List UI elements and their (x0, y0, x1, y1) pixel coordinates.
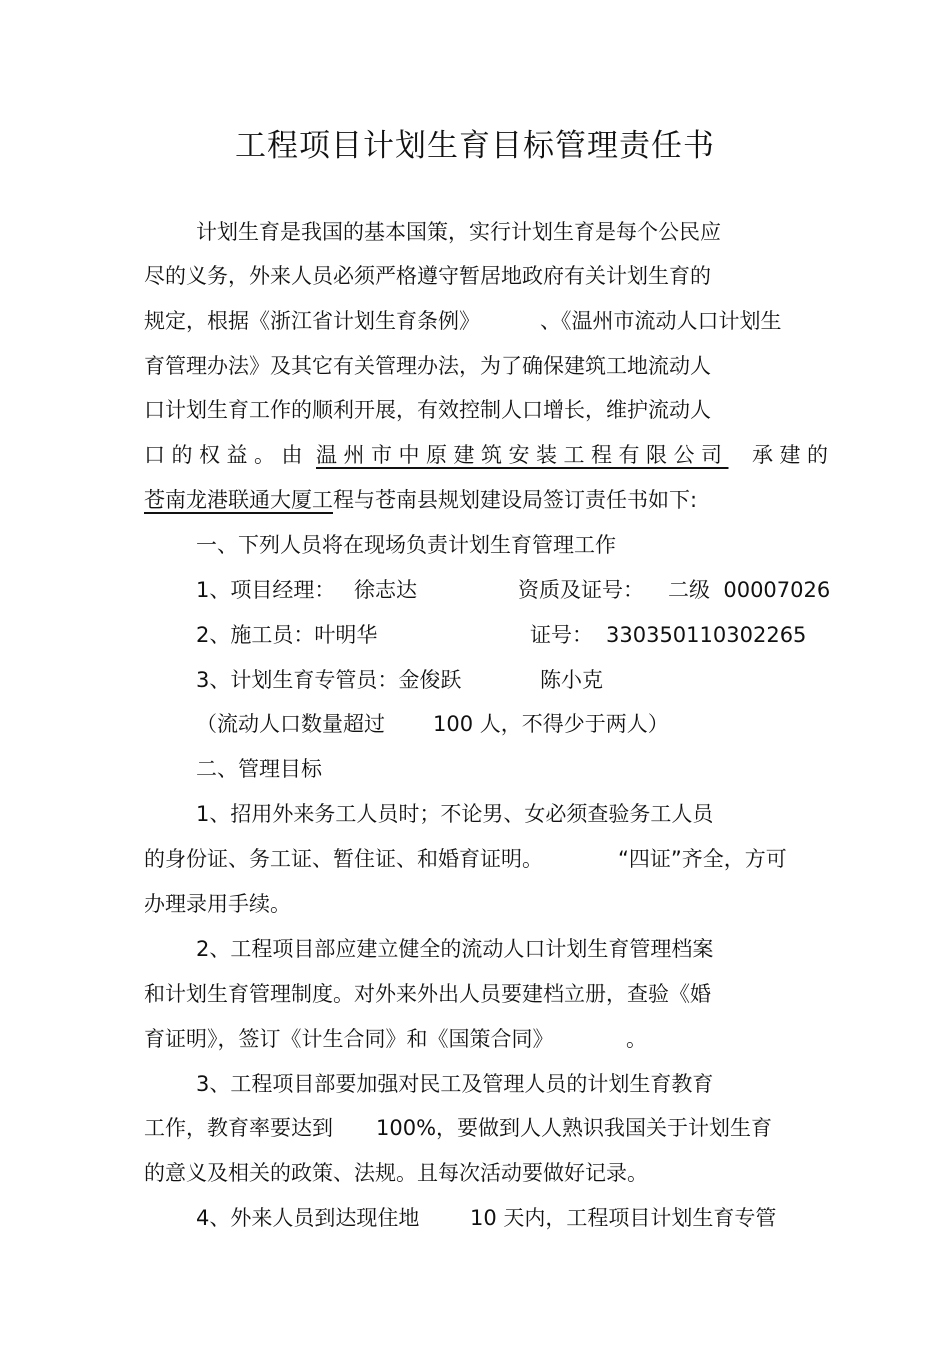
paragraph-line: 10 天内，工程项目计划生育专管 (470, 1206, 777, 1230)
section-heading: 二、管理目标 (196, 757, 322, 781)
paragraph-line: 和计划生育管理制度。对外来外出人员要建档立册，查验《婚 (144, 982, 711, 1006)
paragraph-line: 3、工程项目部要加强对民工及管理人员的计划生育教育 (196, 1072, 714, 1096)
paragraph-line: 育证明》，签订《计生合同》和《国策合同》 (144, 1027, 554, 1051)
paragraph-line: “四证”齐全，方可 (618, 847, 787, 871)
paragraph-line: 办理录用手续。 (144, 892, 291, 916)
paragraph-line: 4、外来人员到达现住地 (196, 1206, 420, 1230)
item-label: 1、项目经理： (196, 578, 336, 602)
paragraph-line: 承建的 (752, 443, 835, 467)
company-name: 温州市中原建筑安装工程有限公司 (316, 443, 729, 467)
paragraph-line: 育管理办法》及其它有关管理办法，为了确保建筑工地流动人 (144, 354, 711, 378)
paragraph-line: 程与苍南县规划建设局签订责任书如下: (333, 488, 698, 512)
section-heading: 一、下列人员将在现场负责计划生育管理工作 (196, 533, 616, 557)
item-label: 3、计划生育专管员：金俊跃 (196, 668, 462, 692)
paragraph-line: 的意义及相关的政策、法规。且每次活动要做好记录。 (144, 1161, 648, 1185)
paragraph-line: 、《温州市流动人口计划生 (540, 309, 782, 333)
officer-name: 陈小克 (540, 668, 603, 692)
paragraph-line: 口计划生育工作的顺利开展，有效控制人口增长，维护流动人 (144, 398, 711, 422)
manager-name: 徐志达 (354, 578, 417, 602)
paragraph-line: 。 (626, 1027, 647, 1051)
paragraph-line: 100%，要做到人人熟识我国关于计划生育 (376, 1116, 773, 1140)
paragraph-line: 计划生育是我国的基本国策，实行计划生育是每个公民应 (196, 220, 721, 244)
paragraph-line: 尽的义务，外来人员必须严格遵守暂居地政府有关计划生育的 (144, 264, 711, 288)
cert-label: 资质及证号： (518, 578, 644, 602)
cert-label: 证号： (530, 623, 593, 647)
paragraph-line: 2、工程项目部应建立健全的流动人口计划生育管理档案 (196, 937, 714, 961)
note-text: 100 人，不得少于两人） (433, 712, 669, 736)
paragraph-line: 规定，根据《浙江省计划生育条例》 (144, 309, 480, 333)
paragraph-line: 口的权益。由 (144, 443, 309, 467)
project-name: 苍南龙港联通大厦工 (144, 488, 333, 512)
paragraph-line: 的身份证、务工证、暂住证、和婚育证明。 (144, 847, 543, 871)
paragraph-line: 1、招用外来务工人员时；不论男、女必须查验务工人员 (196, 802, 714, 826)
cert-value: 二级 00007026 (668, 578, 831, 602)
paragraph-line: 工作，教育率要达到 (144, 1116, 333, 1140)
cert-value: 330350110302265 (606, 623, 807, 647)
note-text: （流动人口数量超过 (196, 712, 385, 736)
document-title: 工程项目计划生育目标管理责任书 (235, 128, 715, 164)
item-label: 2、施工员：叶明华 (196, 623, 378, 647)
